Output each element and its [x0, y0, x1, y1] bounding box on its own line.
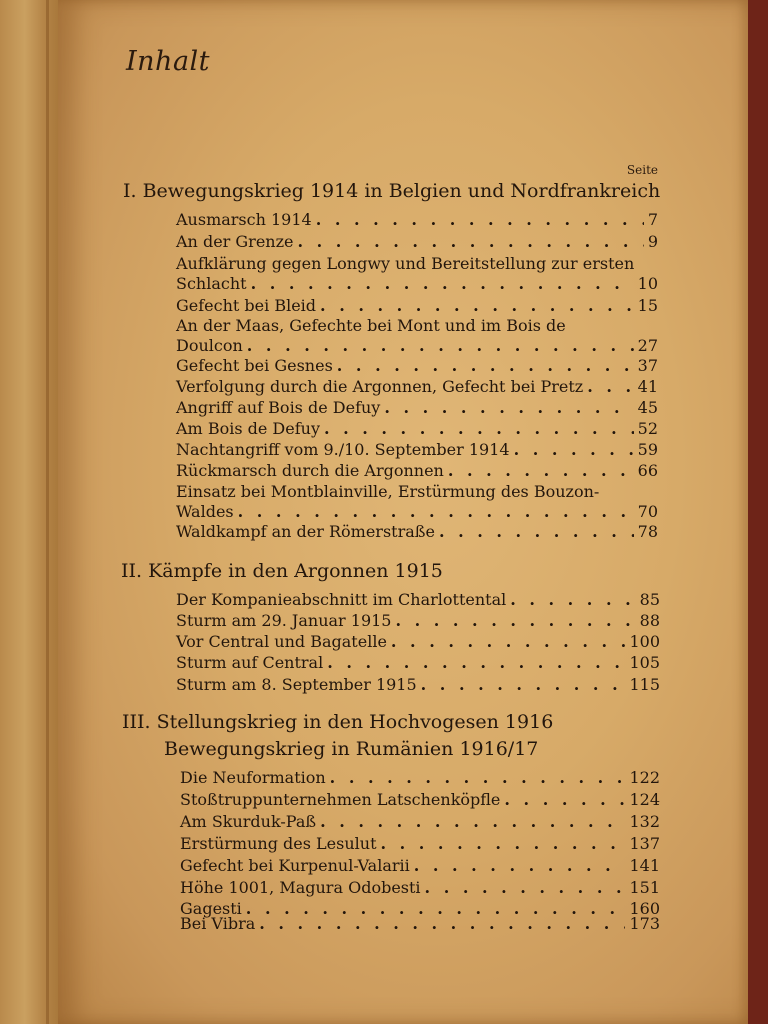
- toc-entry: [176, 356, 658, 376]
- leader-dots: [514, 440, 634, 460]
- toc-entry: [176, 316, 658, 356]
- toc-entry: [176, 632, 660, 652]
- entry-title: Der Kompanieabschnitt im Charlottental: [176, 590, 507, 609]
- entry-title: Am Skurduk-Paß: [180, 812, 317, 831]
- entry-page: 27: [637, 336, 658, 355]
- entry-page: 66: [637, 461, 658, 480]
- entry-page: 151: [629, 878, 660, 897]
- entry-title: Verfolgung durch die Argonnen, Gefecht bei Pretz: [176, 377, 584, 396]
- entry-title: Gagesti: [180, 899, 242, 918]
- leader-dots: [238, 502, 634, 522]
- entry-page: 37: [637, 356, 658, 375]
- entry-title: Ausmarsch 1914: [176, 210, 312, 229]
- entry-page: 137: [629, 834, 660, 853]
- entry-title: Gefecht bei Gesnes: [176, 356, 333, 375]
- toc-entry: [180, 768, 660, 788]
- toc-entry: [176, 377, 658, 397]
- entry-title: Nachtangriff vom 9./10. September 1914: [176, 440, 510, 459]
- toc-entry: [180, 878, 660, 898]
- entry-page: 59: [637, 440, 658, 459]
- entry-title: Bei Vibra: [180, 914, 256, 933]
- entry-page: 15: [637, 296, 658, 315]
- section-heading: II. Kämpfe in den Argonnen 1915: [121, 560, 443, 582]
- leader-dots: [251, 274, 634, 294]
- entry-title: Waldkampf an der Römerstraße: [176, 522, 435, 541]
- entry-title-continued: Doulcon: [176, 336, 243, 355]
- entry-page: 85: [639, 590, 660, 609]
- entry-page: 10: [637, 274, 658, 293]
- entry-page: 160: [629, 899, 660, 918]
- leader-dots: [504, 790, 625, 810]
- toc-entry: [180, 914, 660, 934]
- entry-title: Angriff auf Bois de Defuy: [176, 398, 381, 417]
- entry-title: An der Grenze: [176, 232, 294, 251]
- entry-title: Am Bois de Defuy: [176, 419, 320, 438]
- toc-entry: [176, 675, 660, 695]
- entry-page: 100: [629, 632, 660, 651]
- toc-entry: [176, 461, 658, 481]
- entry-page: 115: [629, 675, 660, 694]
- entry-title: An der Maas, Gefechte bei Mont und im Bois de: [176, 316, 566, 335]
- entry-page: 78: [637, 522, 658, 541]
- leader-dots: [327, 653, 625, 673]
- entry-title-continued: Schlacht: [176, 274, 247, 293]
- leader-dots: [425, 878, 626, 898]
- leader-dots: [320, 296, 634, 316]
- toc-entry: [176, 482, 658, 522]
- toc-entry: [180, 856, 660, 876]
- entry-page: 105: [629, 653, 660, 672]
- entry-page: 141: [629, 856, 660, 875]
- leader-dots: [414, 856, 626, 876]
- toc-entry: [180, 834, 660, 854]
- entry-page: 88: [639, 611, 660, 630]
- entry-page: 70: [637, 502, 658, 521]
- entry-page: 7: [647, 210, 658, 229]
- leader-dots: [259, 914, 625, 934]
- leader-dots: [324, 419, 634, 439]
- leader-dots: [381, 834, 626, 854]
- leader-dots: [448, 461, 634, 481]
- toc-entry: [176, 296, 658, 316]
- leader-dots: [439, 522, 634, 542]
- entry-page: 52: [637, 419, 658, 438]
- entry-title: Gefecht bei Kurpenul-Valarii: [180, 856, 410, 875]
- toc-entry: [176, 419, 658, 439]
- page-column-label: Seite: [626, 163, 658, 177]
- entry-title: Sturm auf Central: [176, 653, 324, 672]
- entry-title: Stoßtruppunternehmen Latschenköpfle: [180, 790, 501, 809]
- section-subheading: Bewegungskrieg in Rumänien 1916/17: [164, 738, 539, 760]
- book-spine: [0, 0, 62, 1024]
- entry-title: Erstürmung des Lesulut: [180, 834, 377, 853]
- section-heading: I. Bewegungskrieg 1914 in Belgien und Nordfrankreich: [123, 180, 661, 202]
- toc-entry: [180, 812, 660, 832]
- toc-entry: [176, 653, 660, 673]
- entry-page: 173: [629, 914, 660, 933]
- leader-dots: [298, 232, 644, 252]
- leader-dots: [421, 675, 626, 695]
- entry-title: Gefecht bei Bleid: [176, 296, 317, 315]
- toc-entry: [176, 210, 658, 230]
- leader-dots: [384, 398, 633, 418]
- entry-title: Vor Central und Bagatelle: [176, 632, 387, 651]
- leader-dots: [510, 590, 635, 610]
- entry-page: 132: [629, 812, 660, 831]
- entry-title: Höhe 1001, Magura Odobesti: [180, 878, 421, 897]
- toc-entry: [176, 590, 660, 610]
- toc-entry: [176, 440, 658, 460]
- entry-page: 41: [637, 377, 658, 396]
- toc-entry: [176, 611, 660, 631]
- entry-title: Die Neuformation: [180, 768, 326, 787]
- spine-edge: [46, 0, 49, 1024]
- leader-dots: [330, 768, 626, 788]
- entry-title: Rückmarsch durch die Argonnen: [176, 461, 444, 480]
- toc-entry: [176, 232, 658, 252]
- leader-dots: [247, 336, 634, 356]
- toc-entry: [176, 398, 658, 418]
- leader-dots: [320, 812, 625, 832]
- entry-title: Sturm am 8. September 1915: [176, 675, 417, 694]
- entry-page: 45: [637, 398, 658, 417]
- entry-page: 9: [647, 232, 658, 251]
- leader-dots: [587, 377, 633, 397]
- leader-dots: [391, 632, 626, 652]
- leader-dots: [395, 611, 635, 631]
- entry-title: Einsatz bei Montblainville, Erstürmung des Bouzon-: [176, 482, 600, 501]
- leader-dots: [337, 356, 634, 376]
- toc-entry: [180, 790, 660, 810]
- toc-entry: [176, 254, 658, 294]
- entry-title-continued: Waldes: [176, 502, 234, 521]
- entry-page: 124: [629, 790, 660, 809]
- section-heading: III. Stellungskrieg in den Hochvogesen 1916: [122, 711, 554, 733]
- entry-title: Aufklärung gegen Longwy und Bereitstellung zur ersten: [176, 254, 635, 273]
- toc-entry: [176, 522, 658, 542]
- leader-dots: [316, 210, 644, 230]
- entry-title: Sturm am 29. Januar 1915: [176, 611, 392, 630]
- page-title: Inhalt: [126, 46, 211, 77]
- entry-page: 122: [629, 768, 660, 787]
